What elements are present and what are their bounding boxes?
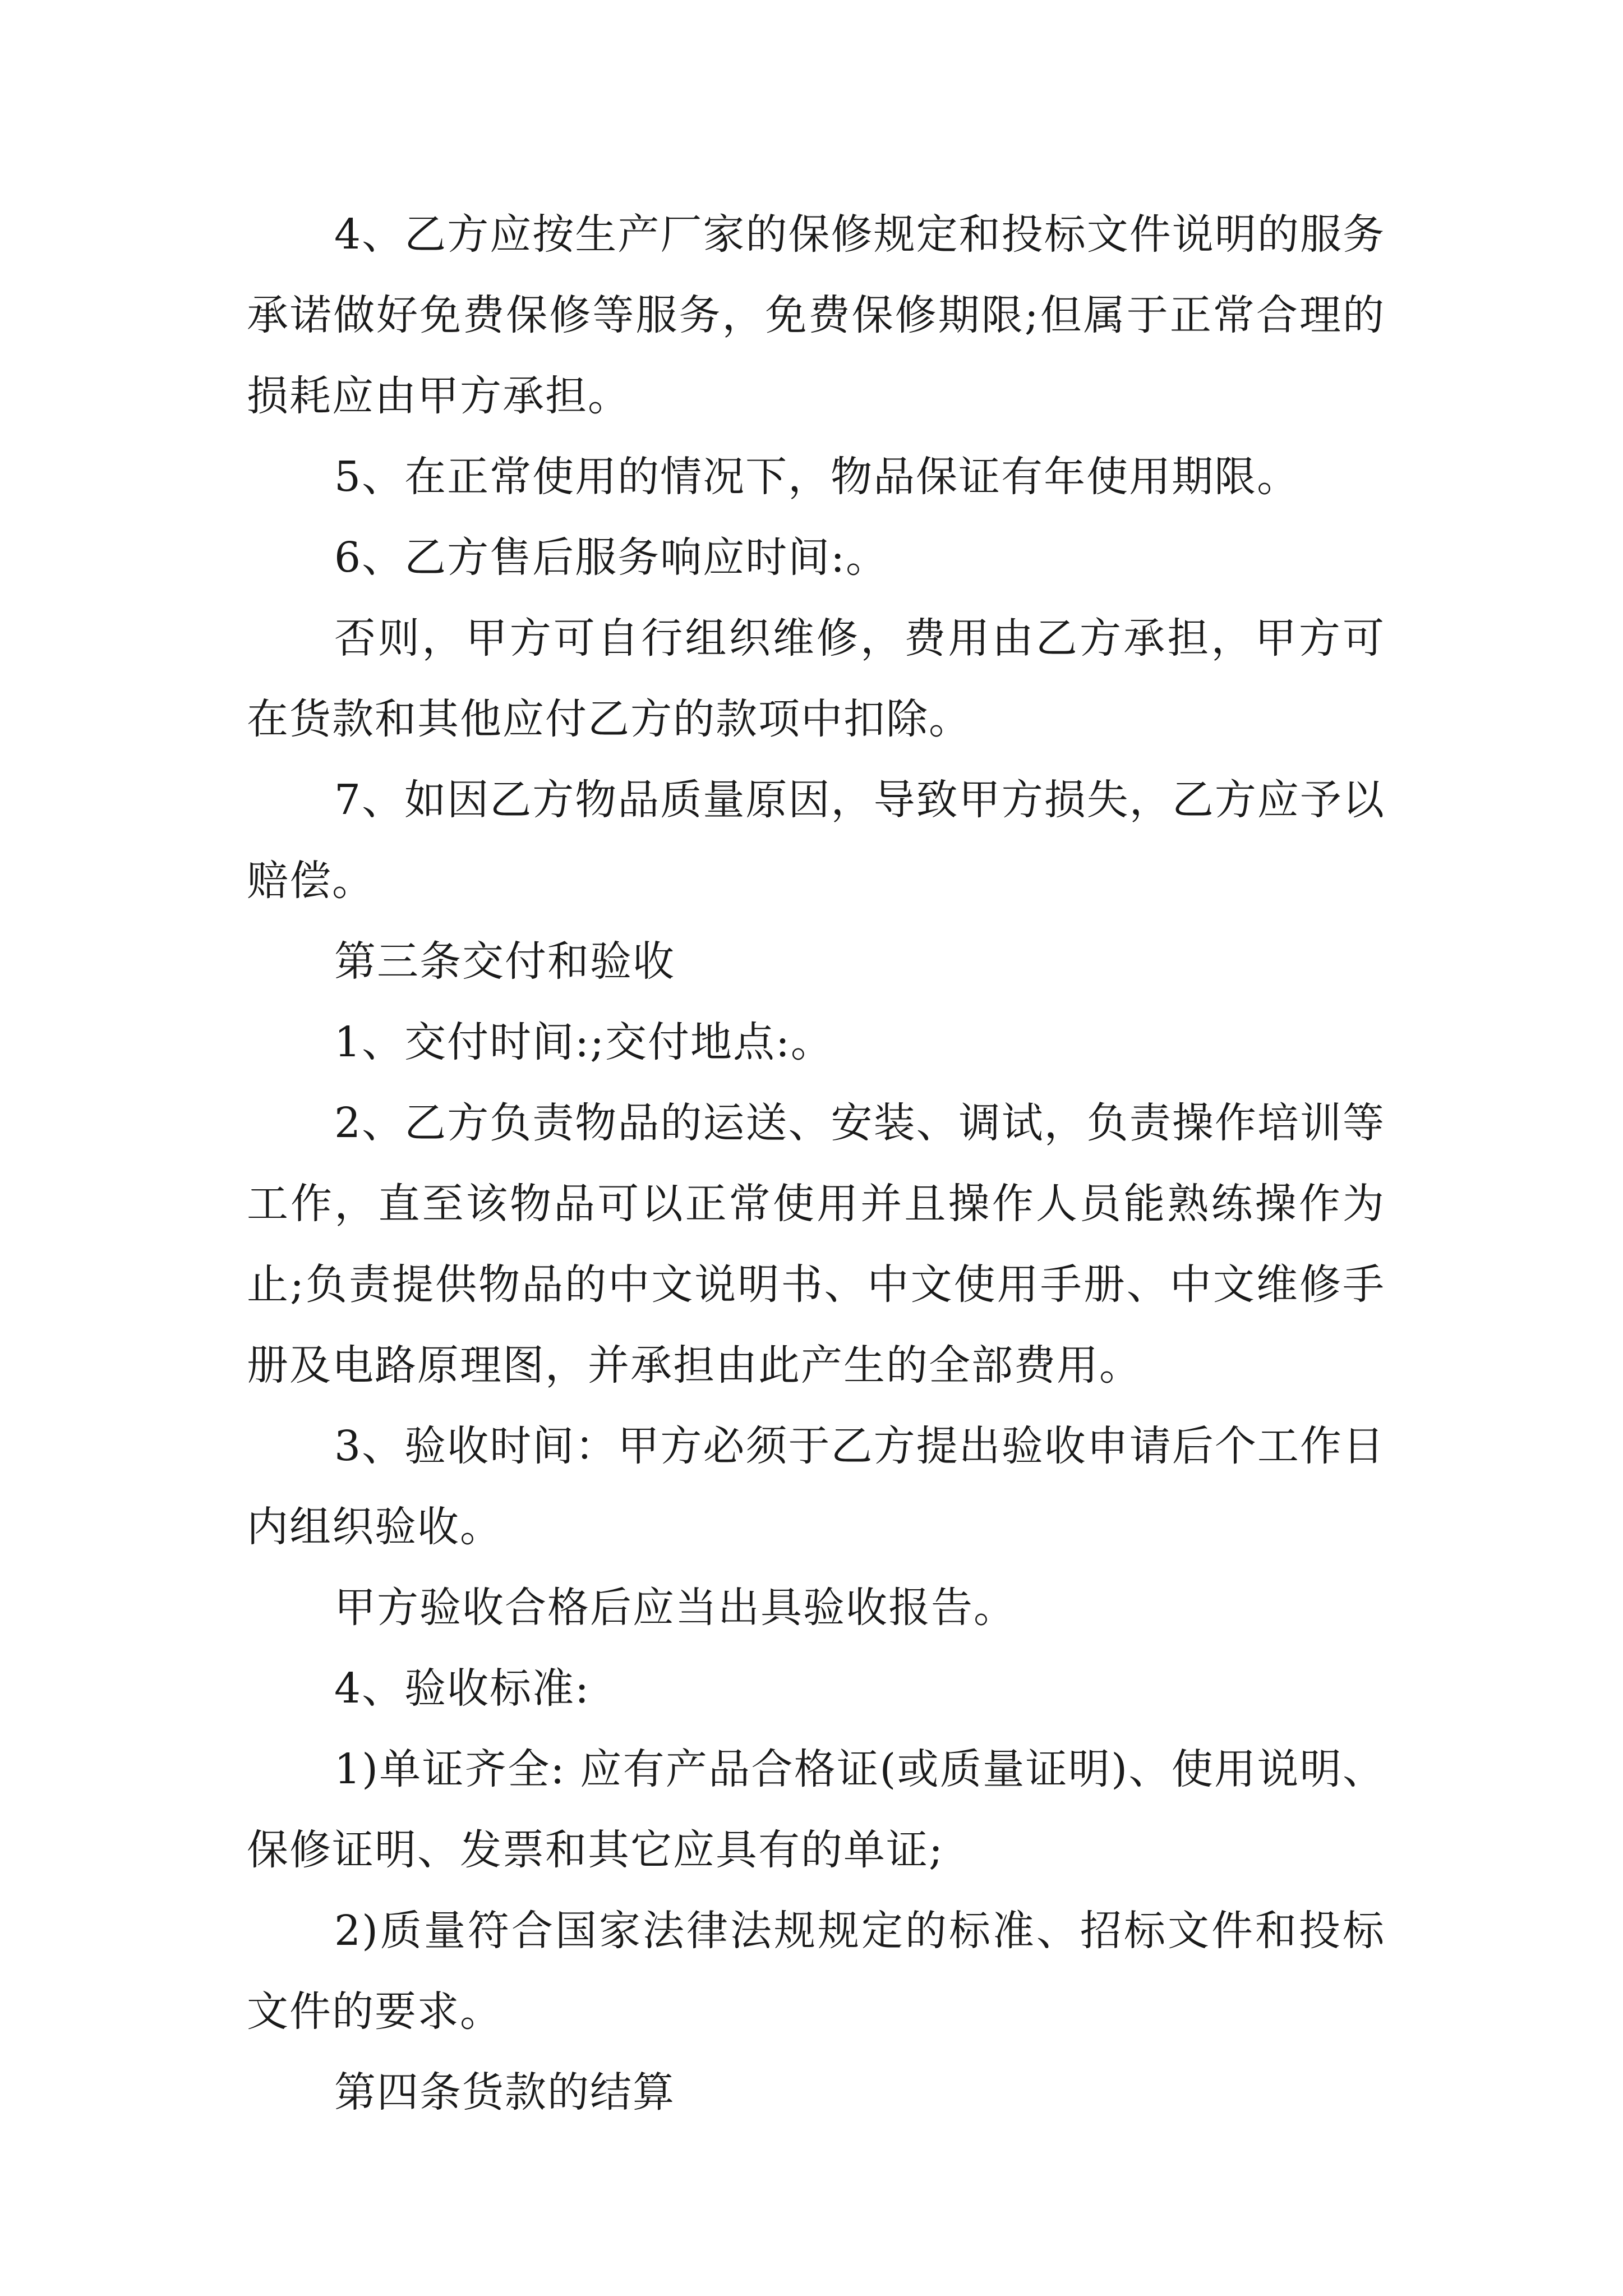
paragraph-acceptance-report: 甲方验收合格后应当出具验收报告。 (334, 1584, 1016, 1632)
list-item-quality-compliance: 2)质量符合国家法律法规规定的标准、招标文件和投标文件的要求。 (247, 1907, 1385, 2036)
paragraph-installation-training: 2、乙方负责物品的运送、安装、调试，负责操作培训等工作，直至该物品可以正常使用并且操作人员能熟练操作为止;负责提供物品的中文说明书、中文使用手册、中文维修手册及电路原理图，并承担由此产生的全部费用。 (247, 1099, 1385, 1389)
section-heading-payment-settlement: 第四条货款的结算 (334, 2068, 675, 2116)
paragraph-response-time: 6、乙方售后服务响应时间:。 (334, 533, 889, 582)
paragraph-compensation: 7、如因乙方物品质量原因，导致甲方损失，乙方应予以赔偿。 (247, 776, 1385, 905)
paragraph-service-life: 5、在正常使用的情况下，物品保证有年使用期限。 (334, 453, 1300, 501)
section-heading-delivery-acceptance: 第三条交付和验收 (334, 937, 675, 986)
list-item-documents-complete: 1)单证齐全: 应有产品合格证(或质量证明)、使用说明、保修证明、发票和其它应具有的单证; (247, 1745, 1385, 1874)
document-body (247, 194, 1385, 2133)
paragraph-delivery-time-place: 1、交付时间:;交付地点:。 (334, 1018, 833, 1066)
paragraph-warranty-service: 4、乙方应按生产厂家的保修规定和投标文件说明的服务承诺做好免费保修等服务，免费保修期限;但属于正常合理的损耗应由甲方承担。 (247, 210, 1385, 420)
paragraph-acceptance-time: 3、验收时间：甲方必须于乙方提出验收申请后个工作日内组织验收。 (247, 1422, 1385, 1551)
paragraph-acceptance-standards: 4、验收标准: (334, 1664, 591, 1713)
paragraph-self-repair: 否则，甲方可自行组织维修，费用由乙方承担，甲方可在货款和其他应付乙方的款项中扣除。 (247, 614, 1385, 743)
